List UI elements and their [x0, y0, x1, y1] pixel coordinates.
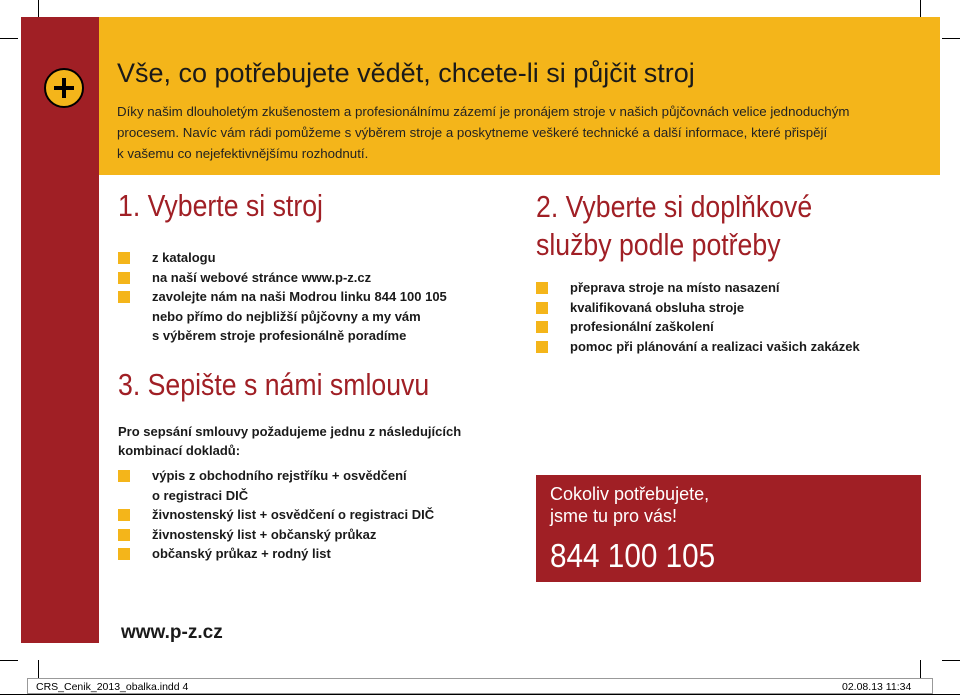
- bullet-square-icon: [536, 341, 548, 353]
- slug-divider: [0, 694, 960, 695]
- crop-mark-top-right: [920, 0, 921, 18]
- slug-filename: CRS_Cenik_2013_obalka.indd 4: [36, 681, 189, 693]
- list-item: profesionální zaškolení: [536, 317, 860, 337]
- list-item: pomoc při plánování a realizaci vašich zakázek: [536, 337, 860, 357]
- bullet-square-icon: [536, 321, 548, 333]
- slug-date: 02.08.13 11:34: [842, 681, 912, 693]
- crop-mark-top-left: [38, 0, 39, 18]
- list-item: na naší webové stránce www.p-z.cz: [118, 268, 447, 288]
- list-item: živnostenský list + občanský průkaz: [118, 525, 434, 545]
- step3-list: [118, 466, 434, 564]
- crop-mark-bottom-left: [38, 660, 39, 678]
- list-item: z katalogu: [118, 248, 447, 268]
- crop-mark-bottom-right-h: [942, 660, 960, 661]
- step2-heading: 2. Vyberte si doplňkové služby podle potřeby: [536, 189, 813, 262]
- bullet-square-icon: [118, 470, 130, 482]
- crop-mark-top-left-h: [0, 38, 18, 39]
- page-title: Vše, co potřebujete vědět, chcete-li si půjčit stroj: [117, 58, 695, 88]
- list-item: kvalifikovaná obsluha stroje: [536, 298, 860, 318]
- bullet-square-icon: [118, 291, 130, 303]
- bullet-square-icon: [118, 509, 130, 521]
- bullet-square-icon: [118, 529, 130, 541]
- intro-paragraph: [117, 101, 897, 164]
- list-item: výpis z obchodního rejstříku + osvědčení: [118, 466, 434, 486]
- list-item-continuation: s výběrem stroje profesionálně poradíme: [152, 328, 407, 343]
- crop-mark-bottom-right: [920, 660, 921, 678]
- list-item: zavolejte nám na naši Modrou linku 844 100 105: [118, 287, 447, 307]
- list-item-continuation: o registraci DIČ: [152, 487, 249, 503]
- contact-tagline: Cokoliv potřebujete, jsme tu pro vás!: [550, 484, 710, 526]
- step1-heading: 1. Vyberte si stroj: [118, 188, 323, 223]
- phone-number[interactable]: 844 100 105: [550, 537, 716, 574]
- list-item: živnostenský list + osvědčení o registraci DIČ: [118, 505, 434, 525]
- crop-mark-top-right-h: [942, 38, 960, 39]
- intro-line: Díky našim dlouholetým zkušenostem a profesionálnímu zázemí je pronájem stroje v našich půjčovnách velice jednoduchým: [117, 104, 850, 119]
- step2-list: [536, 278, 860, 356]
- website-link[interactable]: www.p-z.cz: [121, 622, 223, 643]
- intro-line: k vašemu co nejefektivnějšímu rozhodnutí.: [117, 146, 369, 161]
- contact-box: [536, 475, 921, 582]
- list-item: občanský průkaz + rodný list: [118, 544, 434, 564]
- step3-heading: 3. Sepište s námi smlouvu: [118, 367, 430, 402]
- crop-mark-bottom-left-h: [0, 660, 18, 661]
- plus-circle-icon: [44, 68, 84, 108]
- step1-list: [118, 248, 447, 346]
- bullet-square-icon: [118, 252, 130, 264]
- bullet-square-icon: [118, 272, 130, 284]
- intro-line: procesem. Navíc vám rádi pomůžeme s výběrem stroje a poskytneme veškeré technické a další informace, které přispějí: [117, 125, 828, 140]
- list-item-continuation: nebo přímo do nejbližší půjčovny a my vám: [152, 308, 421, 324]
- side-red-strip: [21, 17, 99, 643]
- list-item: přeprava stroje na místo nasazení: [536, 278, 860, 298]
- step3-paragraph: Pro sepsání smlouvy požadujeme jednu z následujících kombinací dokladů:: [118, 424, 462, 458]
- bullet-square-icon: [118, 548, 130, 560]
- bullet-square-icon: [536, 302, 548, 314]
- bullet-square-icon: [536, 282, 548, 294]
